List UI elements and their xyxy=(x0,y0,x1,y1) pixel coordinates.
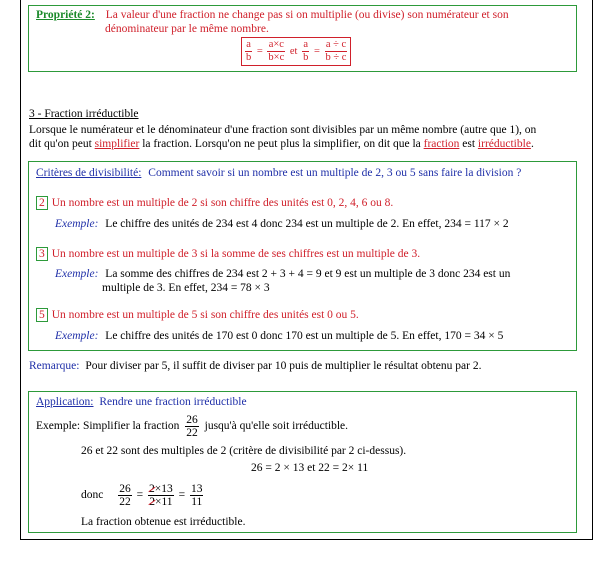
example-fraction: $\frac{26}{22}$ xyxy=(186,413,198,439)
cancel-two-den: 2 xyxy=(149,495,155,508)
property-label: Propriété 2: xyxy=(36,9,95,21)
application-example: Exemple: Simplifier la fraction $\frac{26}{22}$ jusqu'à qu'elle soit irréductible. xyxy=(36,413,349,439)
property-formula xyxy=(241,37,351,66)
formula-frac-2: $\frac{a\times c}{b\times c}$ xyxy=(268,39,285,63)
link-irreductible: irréductible xyxy=(477,138,531,150)
remark-text: Pour diviser par 5, il suffit de diviser par 10 puis de multiplier le résultat obtenu par 2. xyxy=(85,360,482,372)
formula-frac-4: $\frac{a \div c}{b \div c}$ xyxy=(325,39,347,63)
property-line-1 xyxy=(36,8,509,22)
criterion-3-rule: 3 Un nombre est un multiple de 3 si la somme de ses chiffres est un multiple de 3. xyxy=(36,247,420,261)
criterion-2-rule: 2 Un nombre est un multiple de 2 si son chiffre des unités est 0, 2, 4, 6 ou 8. xyxy=(36,196,393,210)
comp-frac-2: $\frac{2\times 13}{2\times 11}$ xyxy=(148,482,173,508)
criterion-5-number: 5 xyxy=(36,308,48,322)
application-computation: donc $\frac{26}{22}$ = $\frac{2\times 13}{2\times 11}$ = $\frac{13}{11}$ xyxy=(81,482,203,508)
criteria-question: Comment savoir si un nombre est un multiple de 2, 3 ou 5 sans faire la division ? xyxy=(148,167,522,179)
formula-frac-3: $\frac{a}{b}$ xyxy=(303,39,309,63)
application-header xyxy=(36,395,247,409)
application-box xyxy=(28,391,577,533)
formula-eq-1: = xyxy=(256,46,263,57)
application-title: Rendre une fraction irréductible xyxy=(99,396,247,408)
link-simplifier: simplifier xyxy=(94,138,140,150)
criterion-5-example: Exemple: Le chiffre des unités de 170 est 0 donc 170 est un multiple de 5. En effet, 170 = 34 × 5 xyxy=(55,330,504,342)
application-conclusion: La fraction obtenue est irréductible. xyxy=(81,516,246,528)
criteria-label: Critères de divisibilité: xyxy=(36,167,142,179)
criterion-2-example: Exemple: Le chiffre des unités de 234 est 4 donc 234 est un multiple de 2. En effet, 234 = 117 × 2 xyxy=(55,218,509,230)
application-label: Application: xyxy=(36,396,94,408)
remark-label: Remarque: xyxy=(29,360,80,372)
section-title: 3 - Fraction irréductible xyxy=(29,108,139,120)
page-frame xyxy=(20,0,593,540)
application-line-2: 26 et 22 sont des multiples de 2 (critère de divisibilité par 2 ci-dessus). xyxy=(81,445,407,457)
section-para-2: dit qu'on peut simplifier la fraction. Lorsqu'on ne peut plus la simplifier, on dit que la fraction est irréductible. xyxy=(29,138,534,150)
property-text-1: La valeur d'une fraction ne change pas si on multiplie (ou divise) son numérateur et son xyxy=(105,9,509,21)
formula-and: et xyxy=(289,46,298,57)
criteria-header xyxy=(36,166,521,180)
cancel-two-num: 2 xyxy=(148,482,155,495)
application-line-3: 26 = 2 × 13 et 22 = 2× 11 xyxy=(251,462,369,474)
criterion-3-number: 3 xyxy=(36,247,48,261)
comp-frac-1: $\frac{26}{22}$ xyxy=(119,482,131,508)
comp-frac-3: $\frac{13}{11}$ xyxy=(190,482,203,508)
link-fraction: fraction xyxy=(423,138,460,150)
criterion-3-example-2: multiple de 3. En effet, 234 = 78 × 3 xyxy=(102,282,270,294)
criterion-5-rule: 5 Un nombre est un multiple de 5 si son chiffre des unités est 0 ou 5. xyxy=(36,308,359,322)
criterion-2-number: 2 xyxy=(36,196,48,210)
section-para-1: Lorsque le numérateur et le dénominateur d'une fraction sont divisibles par un même nombre (autre que 1), on xyxy=(29,124,537,136)
remark xyxy=(29,359,481,373)
property-text-2: dénominateur par le même nombre. xyxy=(105,23,269,35)
formula-eq-2: = xyxy=(313,46,320,57)
formula-frac-1: $\frac{a}{b}$ xyxy=(246,39,252,63)
property-box xyxy=(28,5,577,72)
criteria-box xyxy=(28,161,577,351)
criterion-3-example: Exemple: La somme des chiffres de 234 est 2 + 3 + 4 = 9 et 9 est un multiple de 3 donc 234 est un xyxy=(55,268,511,280)
